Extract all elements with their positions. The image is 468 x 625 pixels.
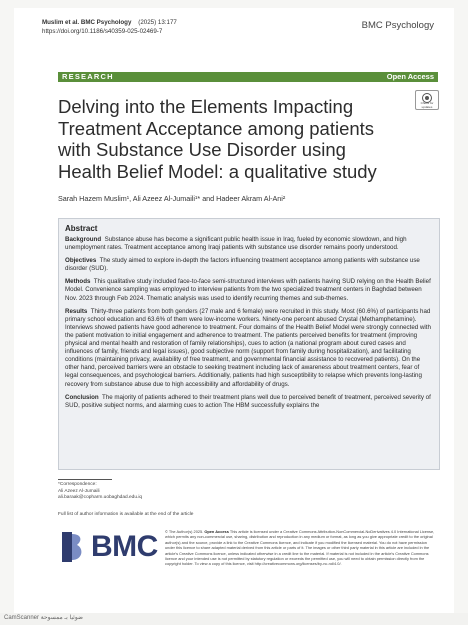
scanner-watermark: CamScanner ضوئيا بـ ممسوحة [4,615,84,621]
abstract-text: The majority of patients adhered to their treatment plans well due to perceived benefit of treatment, perceived severity of SUD, positive subject norms, and alarming cues to action The HBM successfully explains the [65,393,431,409]
author-list: Sarah Hazem Muslim¹, Ali Azeez Al-Jumaili¹* and Hadeer Akram Al-Ani² [58,194,286,203]
article-type-bar [58,72,438,82]
bmc-logo [59,528,158,568]
bmc-logo-text: BMC [91,530,158,563]
abstract-text: Substance abuse has become a significant public health issue in Iraq, fueled by economic slowdown, and high unemployment rates. Treatment acceptance among Iraqi patients with substance use disorder remains poorly understood. [65,236,407,252]
abstract-label: Objectives [65,257,97,265]
affiliations-note: Full list of author information is available at the end of the article [58,512,194,517]
correspondence-name: Ali Azeez Al-Jumaili [58,488,100,494]
abstract-results [65,308,433,389]
abstract-label: Results [65,307,88,315]
abstract-label: Conclusion [65,393,99,401]
correspondence-block [58,482,142,502]
open-access-notice: Open Access [204,529,229,534]
citation-journal: Muslim et al. BMC Psychology [42,19,132,26]
abstract-heading: Abstract [65,224,98,233]
abstract-text: The study aimed to explore in-depth the factors influencing treatment acceptance among patients with substance use disorder (SUD). [65,257,420,273]
doi-link[interactable]: https://doi.org/10.1186/s40359-025-02469-7 [42,27,163,35]
journal-name: BMC Psychology [361,20,434,31]
abstract-conclusion [65,394,433,410]
abstract-box [58,218,440,470]
abstract-text: Thirty-three patients from both genders (27 male and 6 female) were recruited in this study. Most (60.6%) of participants had primary school education and 63.6% of them were low-income workers. Ninety-one percent abused Crystal (Methamphetamine). Interviews showed patients have good adherence to treatment. Four domains of the Health Belief Model were strongly connected with the patient motivation to initial engagement and adherence to treatment. The patients perceived benefits for treatment (improving physical and mental health and restoration of family relationships), cues to action (a national program about cured cases and influences of family, friends and legal issues), good subjective norm (support from family during hospitalization), and facilitating conditions (maintaining privacy, availability of free treatment, and governmental financial assistance to recovered patients). On the other hand, perceived barriers were an obstacle to seeking treatment including lack of awareness about treatment centers, fear of legal consequences, and psychological barriers. Additionally, patients had high susceptibility to relapse which prevents long-lasting recovery from substance abuse due to high accessibility and affordability of drugs. [65,307,431,388]
open-access-label: Open Access [386,72,434,81]
article-page [14,8,454,616]
bmc-logo-icon [59,530,85,564]
correspondence-label: *Correspondence: [58,482,97,487]
abstract-text: This qualitative study included face-to-face semi-structured interviews with patients having SUD relying on the Health Belief Model. Convenience sampling was employed to interview patients from the two specialized treatment centers in Baghdad between Nov. 2023 through Feb 2024. Thematic analysis was used to identify recurring themes and sub-themes. [65,278,431,302]
correspondence-email[interactable]: ali.baraak@copharm.uobaghdad.edu.iq [58,495,143,501]
article-type-label: RESEARCH [62,72,114,81]
license-text-block [165,529,437,567]
abstract-label: Methods [65,278,91,286]
abstract-label: Background [65,236,102,243]
citation-block [42,19,177,36]
abstract-objectives [65,257,433,273]
footnote-divider [58,479,112,480]
article-title: Delving into the Elements Impacting Treatment Acceptance among patients with Substance Use Disorder using Health Belief Model: a qualitative study [58,96,377,182]
license-text: This article is licensed under a Creative Commons Attribution-NonCommercial-NoDerivatives 4.0 International License, which permits any non-commercial use, sharing, distribution and reproduction in any medium or format, as long as you give appropriate credit to the original author(s) and the source, provide a link to the Creative Commons licence, and indicate if you modified the licensed material. You do not have permission under this licence to share adapted material derived from this article or parts of it. The images or other third party material in this article are included in the article's Creative Commons licence, unless indicated otherwise in a credit line to the material. If material is not included in the article's Creative Commons licence and your intended use is not permitted by statutory regulation or exceeds the permitted use, you will need to obtain permission directly from the copyright holder. To view a copy of this licence, visit http://creativecommons.org/licenses/by-nc-nd/4.0/. [165,529,435,567]
copyright-notice: © The Author(s) 2025. [165,529,204,534]
abstract-methods [65,278,433,302]
check-for-updates-badge[interactable] [415,90,439,110]
citation-volume: (2025) 13:177 [138,19,177,26]
scanner-footer [0,613,468,625]
abstract-background [65,236,433,252]
updates-label: Check for updates [420,101,434,109]
